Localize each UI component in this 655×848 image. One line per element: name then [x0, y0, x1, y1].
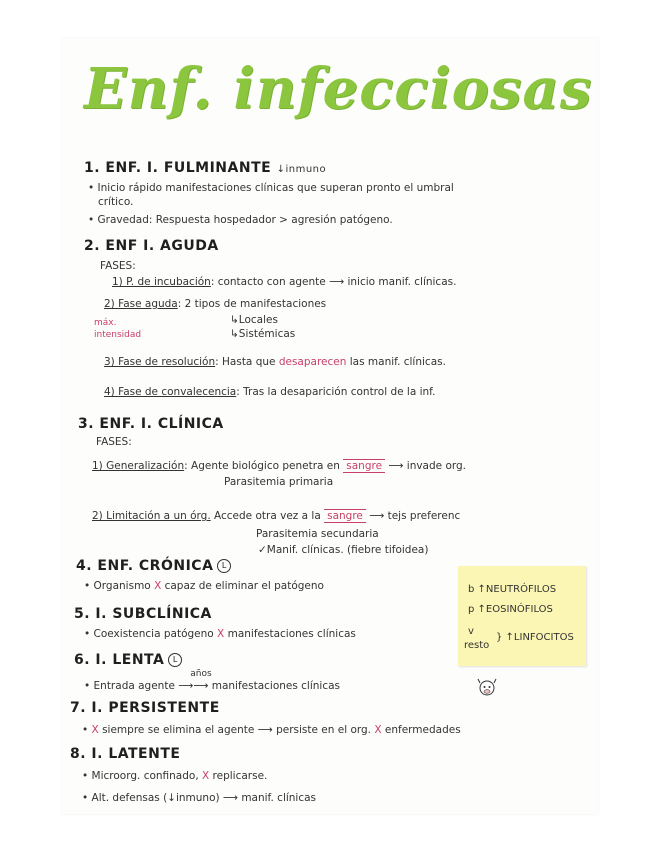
section-1-heading: [84, 160, 326, 176]
s3-phase-1-text-a: : Agente biológico penetra en: [184, 460, 344, 472]
s6-line-b: manifestaciones clínicas: [208, 680, 341, 692]
section-4-line: [84, 580, 324, 592]
sticky-note: [458, 566, 586, 666]
section-3-fases: FASES:: [96, 436, 132, 448]
s3-phase-2-pink: sangre: [324, 509, 366, 523]
max-label: máx.: [94, 318, 117, 328]
sistemicas-label: ↳Sistémicas: [230, 328, 296, 340]
s3-phase-2-line-3: ✓Manif. clínicas. (fiebre tifoidea): [258, 544, 429, 556]
note-row-3b: resto: [464, 640, 490, 651]
s3-phase-1-text-b: ⟶ invade org.: [385, 460, 467, 472]
section-1-line-1: • Inicio rápido manifestaciones clínicas que superan pronto el umbral: [88, 182, 454, 194]
phase-3-pink: desaparecen: [278, 356, 347, 368]
page-title: Enf. infecciosas: [84, 56, 593, 122]
intensidad-label: intensidad: [94, 330, 142, 340]
section-1-title: 1. ENF. I. FULMINANTE: [84, 160, 272, 176]
section-2-fases: FASES:: [100, 260, 136, 272]
section-1-line-2: crítico.: [98, 196, 134, 208]
note-row-3a: v: [468, 626, 474, 637]
s3-phase-1-label: 1) Generalización: [92, 460, 185, 472]
s3-phase-1-pink: sangre: [343, 459, 385, 473]
section-5-heading: 5. I. SUBCLÍNICA: [74, 606, 212, 622]
s4-line-b: capaz de eliminar el patógeno: [161, 580, 324, 592]
s4-line-a: • Organismo: [84, 580, 155, 592]
s7-line-x: X: [91, 724, 99, 736]
section-3-heading: 3. ENF. I. CLÍNICA: [78, 416, 224, 432]
section-6-circle: L: [168, 653, 182, 667]
section-1-line-3: • Gravedad: Respuesta hospedador > agresión patógeno.: [88, 214, 393, 226]
phase-1-text: : contacto con agente ⟶ inicio manif. clínicas.: [210, 276, 457, 288]
s3-phase-2-text-a: Accede otra vez a la: [210, 510, 325, 522]
s8-l1-x: X: [202, 770, 210, 782]
phase-3-label: 3) Fase de resolución: [104, 356, 216, 368]
phase-3-text-a: : Hasta que: [215, 356, 279, 368]
section-2-phase-1: [112, 276, 456, 288]
section-6-title: 6. I. LENTA: [74, 652, 165, 668]
s7-line-b: siempre se elimina el agente ⟶ persiste en el org.: [98, 724, 375, 736]
s5-line-a: • Coexistencia patógeno: [84, 628, 218, 640]
cow-doodle-icon: [476, 676, 498, 698]
phase-2-label: 2) Fase aguda: [104, 298, 178, 310]
s7-line-x2: X: [374, 724, 382, 736]
s5-line-b: manifestaciones clínicas: [224, 628, 356, 640]
s5-line-x: X: [217, 628, 225, 640]
s8-l1-b: replicarse.: [209, 770, 268, 782]
locales-label: ↳Locales: [230, 314, 278, 326]
s7-line-c: enfermedades: [381, 724, 461, 736]
phase-4-label: 4) Fase de convalecencia: [104, 386, 237, 398]
section-2-phase-3: [104, 356, 446, 368]
section-4-title: 4. ENF. CRÓNICA: [76, 558, 214, 574]
section-5-line: [84, 628, 356, 640]
s3-phase-2-line-2: Parasitemia secundaria: [256, 528, 379, 540]
s6-line-a: • Entrada agente: [84, 680, 179, 692]
phase-4-text: : Tras la desaparición control de la inf.: [236, 386, 436, 398]
s7-line-a: •: [82, 724, 92, 736]
section-2-heading: 2. ENF I. AGUDA: [84, 238, 219, 254]
s3-phase-1-line-2: Parasitemia primaria: [224, 476, 334, 488]
section-2-phase-4: [104, 386, 435, 398]
s4-line-x: X: [154, 580, 162, 592]
s3-phase-2-label: 2) Limitación a un órg.: [92, 510, 211, 522]
s8-l1-a: • Microorg. confinado,: [82, 770, 203, 782]
section-3-phase-1: [92, 460, 466, 472]
note-row-1: b ↑NEUTRÓFILOS: [468, 584, 557, 595]
section-7-heading: 7. I. PERSISTENTE: [70, 700, 220, 716]
section-4-heading: [76, 558, 231, 574]
phase-3-text-b: las manif. clínicas.: [346, 356, 446, 368]
section-1-tag: ↓inmuno: [276, 164, 327, 175]
phase-2-text: : 2 tipos de manifestaciones: [177, 298, 327, 310]
section-4-circle: L: [217, 559, 231, 573]
phase-1-label: 1) P. de incubación: [112, 276, 211, 288]
s6-arrow: años ⟶⟶: [178, 669, 212, 692]
s3-phase-2-text-b: ⟶ tejs preferenc: [365, 510, 461, 522]
section-8-line-2: • Alt. defensas (↓inmuno) ⟶ manif. clínicas: [82, 792, 317, 804]
section-2-phase-2: [104, 298, 326, 310]
note-row-3c: } ↑LINFOCITOS: [496, 632, 574, 643]
section-3-phase-2: [92, 510, 460, 522]
section-8-line-1: [82, 770, 267, 782]
s6-anos: años: [190, 669, 212, 679]
section-6-line: [84, 669, 341, 692]
section-6-heading: [74, 652, 182, 668]
note-row-2: p ↑EOSINÓFILOS: [468, 604, 553, 615]
section-8-heading: 8. I. LATENTE: [70, 746, 181, 762]
section-7-line: [82, 724, 461, 736]
